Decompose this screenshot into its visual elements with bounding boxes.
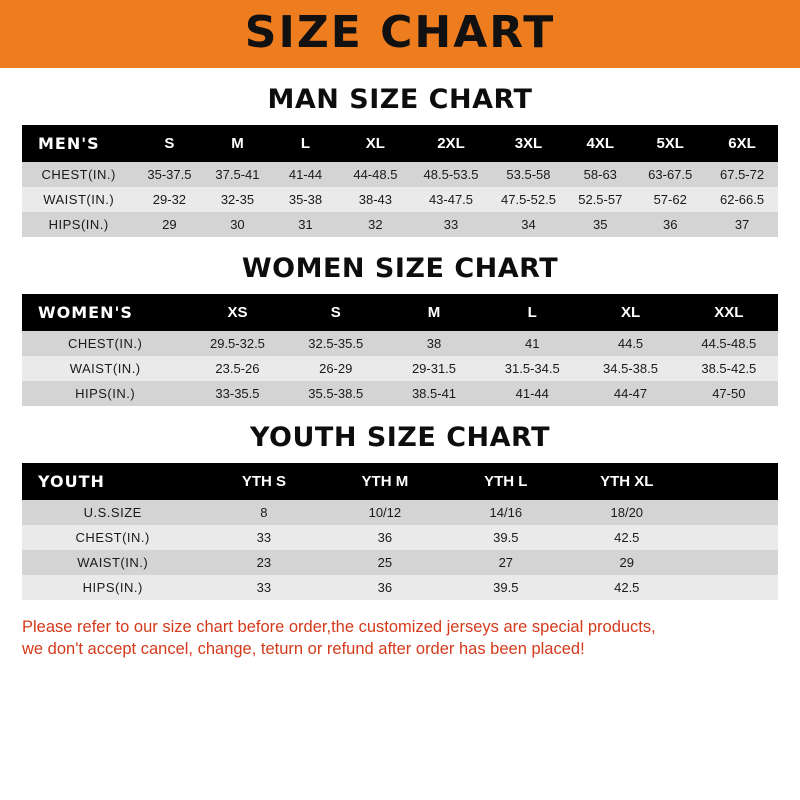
cell: 36 [324, 575, 445, 600]
row-label: WAIST(IN.) [22, 550, 203, 575]
cell: 29.5-32.5 [188, 331, 286, 356]
header-band [0, 0, 800, 68]
youth-size-table [22, 463, 778, 600]
cell: 34 [491, 212, 567, 237]
cell: 35 [566, 212, 634, 237]
row-label: CHEST(IN.) [22, 162, 135, 187]
row-label: WAIST(IN.) [22, 356, 188, 381]
table-row [22, 356, 778, 381]
cell: 23.5-26 [188, 356, 286, 381]
cell: 25 [324, 550, 445, 575]
cell: 41 [483, 331, 581, 356]
header-band-right [756, 0, 800, 68]
column-header: L [271, 125, 339, 162]
column-header: YTH XL [566, 463, 687, 500]
row-label: U.S.SIZE [22, 500, 203, 525]
cell: 36 [324, 525, 445, 550]
table-row [22, 187, 778, 212]
men-size-table [22, 125, 778, 237]
column-header: S [135, 125, 203, 162]
table-header-row [22, 294, 778, 331]
cell: 35-38 [271, 187, 339, 212]
cell-spacer [687, 575, 778, 600]
cell: 10/12 [324, 500, 445, 525]
cell: 44.5 [581, 331, 679, 356]
column-header: YTH M [324, 463, 445, 500]
cell: 30 [203, 212, 271, 237]
column-header: XL [339, 125, 411, 162]
cell: 32 [339, 212, 411, 237]
cell-spacer [687, 525, 778, 550]
header-band-left [0, 0, 44, 68]
column-header: XS [188, 294, 286, 331]
cell-spacer [687, 550, 778, 575]
table-row [22, 331, 778, 356]
cell-spacer [687, 500, 778, 525]
cell: 48.5-53.5 [411, 162, 490, 187]
column-header: M [385, 294, 483, 331]
table-header-row [22, 125, 778, 162]
cell: 18/20 [566, 500, 687, 525]
table-row [22, 575, 778, 600]
cell: 62-66.5 [706, 187, 778, 212]
row-label: CHEST(IN.) [22, 331, 188, 356]
cell: 35-37.5 [135, 162, 203, 187]
cell: 37.5-41 [203, 162, 271, 187]
column-header: 5XL [634, 125, 706, 162]
cell: 41-44 [271, 162, 339, 187]
column-header: L [483, 294, 581, 331]
cell: 33-35.5 [188, 381, 286, 406]
cell: 32-35 [203, 187, 271, 212]
cell: 57-62 [634, 187, 706, 212]
table-row [22, 500, 778, 525]
cell: 8 [203, 500, 324, 525]
section-title-youth: YOUTH SIZE CHART [249, 422, 551, 453]
cell: 44-48.5 [339, 162, 411, 187]
cell: 26-29 [287, 356, 385, 381]
cell: 43-47.5 [411, 187, 490, 212]
row-label: WAIST(IN.) [22, 187, 135, 212]
section-title-men: MAN SIZE CHART [267, 84, 533, 115]
cell: 29-32 [135, 187, 203, 212]
cell: 33 [203, 525, 324, 550]
column-header: YTH S [203, 463, 324, 500]
cell: 42.5 [566, 525, 687, 550]
cell: 52.5-57 [566, 187, 634, 212]
row-header-label: YOUTH [22, 463, 203, 500]
cell: 33 [411, 212, 490, 237]
cell: 44.5-48.5 [680, 331, 778, 356]
cell: 27 [445, 550, 566, 575]
column-header: 6XL [706, 125, 778, 162]
cell: 31.5-34.5 [483, 356, 581, 381]
cell: 35.5-38.5 [287, 381, 385, 406]
column-header: 2XL [411, 125, 490, 162]
row-header-label: MEN'S [22, 125, 135, 162]
table-row [22, 381, 778, 406]
cell: 67.5-72 [706, 162, 778, 187]
cell: 38 [385, 331, 483, 356]
cell: 37 [706, 212, 778, 237]
cell: 29 [566, 550, 687, 575]
order-policy-note [22, 616, 778, 661]
cell: 33 [203, 575, 324, 600]
cell: 31 [271, 212, 339, 237]
cell: 38.5-41 [385, 381, 483, 406]
cell: 63-67.5 [634, 162, 706, 187]
cell: 47-50 [680, 381, 778, 406]
section-title-women: WOMEN SIZE CHART [241, 253, 559, 284]
column-header: M [203, 125, 271, 162]
cell: 34.5-38.5 [581, 356, 679, 381]
page-title: SIZE CHART [244, 7, 556, 58]
row-label: HIPS(IN.) [22, 212, 135, 237]
table-row [22, 212, 778, 237]
column-header-spacer [687, 463, 778, 500]
cell: 39.5 [445, 525, 566, 550]
table-row [22, 550, 778, 575]
row-label: CHEST(IN.) [22, 525, 203, 550]
column-header: XXL [680, 294, 778, 331]
cell: 32.5-35.5 [287, 331, 385, 356]
header-band-center [44, 0, 756, 68]
column-header: 3XL [491, 125, 567, 162]
cell: 14/16 [445, 500, 566, 525]
column-header: XL [581, 294, 679, 331]
cell: 42.5 [566, 575, 687, 600]
note-line-2: we don't accept cancel, change, teturn or refund after order has been placed! [22, 640, 585, 659]
women-size-table [22, 294, 778, 406]
cell: 38-43 [339, 187, 411, 212]
cell: 29-31.5 [385, 356, 483, 381]
row-label: HIPS(IN.) [22, 381, 188, 406]
note-line-1: Please refer to our size chart before order,the customized jerseys are special products, [22, 618, 656, 636]
cell: 36 [634, 212, 706, 237]
column-header: YTH L [445, 463, 566, 500]
cell: 47.5-52.5 [491, 187, 567, 212]
cell: 39.5 [445, 575, 566, 600]
table-row [22, 525, 778, 550]
column-header: S [287, 294, 385, 331]
row-header-label: WOMEN'S [22, 294, 188, 331]
cell: 58-63 [566, 162, 634, 187]
content [0, 84, 800, 600]
cell: 41-44 [483, 381, 581, 406]
cell: 38.5-42.5 [680, 356, 778, 381]
cell: 53.5-58 [491, 162, 567, 187]
cell: 29 [135, 212, 203, 237]
column-header: 4XL [566, 125, 634, 162]
cell: 44-47 [581, 381, 679, 406]
cell: 23 [203, 550, 324, 575]
table-header-row [22, 463, 778, 500]
table-row [22, 162, 778, 187]
row-label: HIPS(IN.) [22, 575, 203, 600]
